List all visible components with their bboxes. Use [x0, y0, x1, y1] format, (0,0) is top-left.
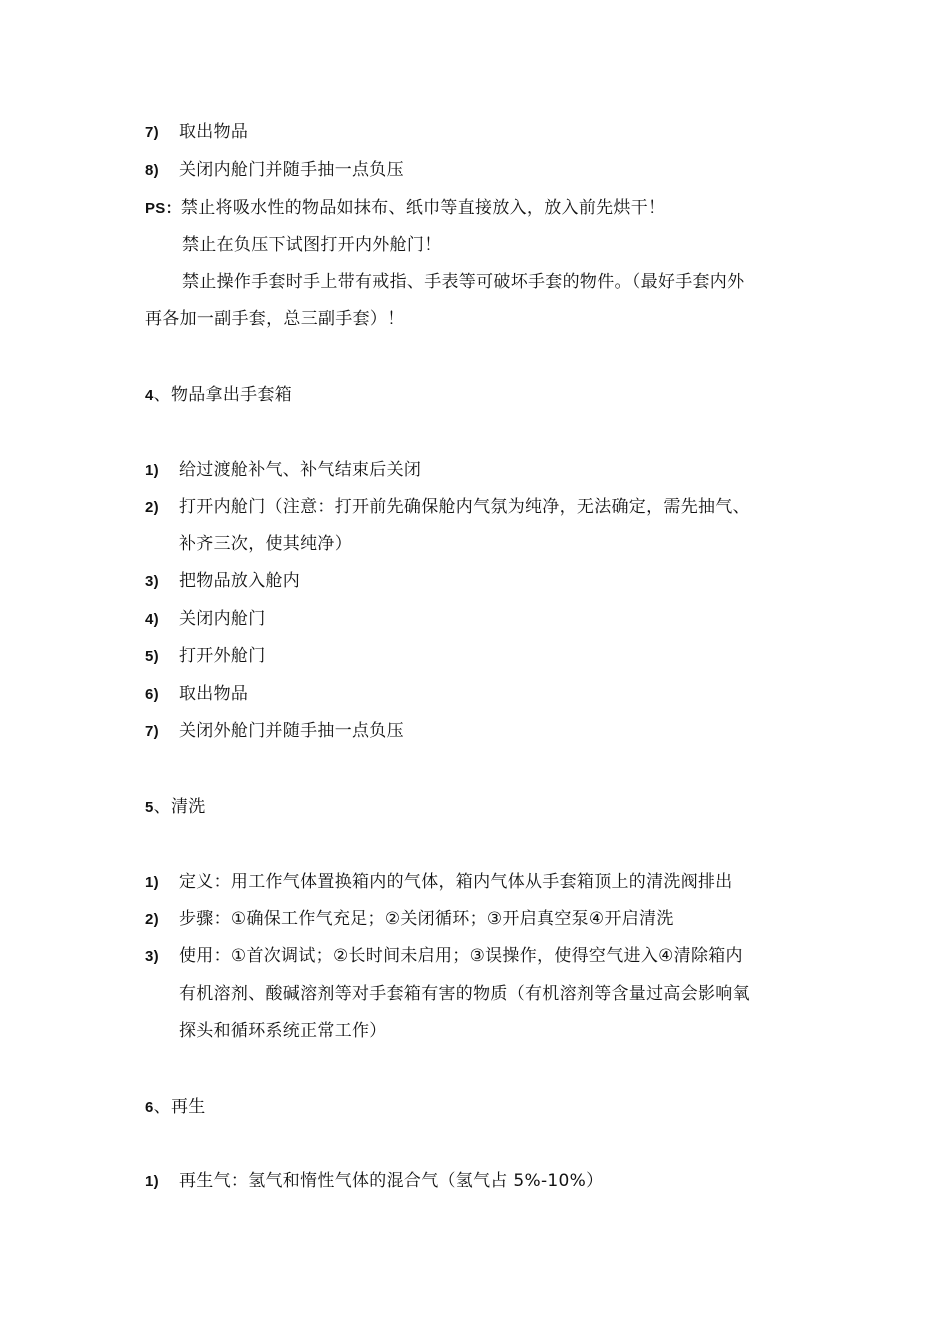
- section-title: 、清洗: [153, 797, 206, 817]
- list-item-text: 关闭内舱门: [179, 609, 266, 629]
- list-item-number: 1): [145, 1173, 159, 1190]
- list-item-text: 打开内舱门（注意：打开前先确保舱内气氛为纯净，无法确定，需先抽气、: [179, 497, 750, 517]
- ps-line-1: 禁止将吸水性的物品如抹布、纸巾等直接放入，放入前先烘干！: [180, 198, 666, 218]
- ps-note: [145, 193, 815, 223]
- list-item-text: 再生气：氢气和惰性气体的混合气（氢气占 5%-10%）: [179, 1171, 604, 1191]
- list-item: [145, 455, 815, 485]
- list-item: [145, 867, 815, 897]
- list-item-text: 给过渡舱补气、补气结束后关闭: [179, 460, 422, 480]
- ps-line-3-continued: 再各加一副手套，总三副手套）！: [145, 309, 405, 329]
- list-item-number: 3): [145, 948, 159, 965]
- list-item: [145, 604, 815, 634]
- list-item-continued: 有机溶剂、酸碱溶剂等对手套箱有害的物质（有机溶剂等含量过高会影响氧: [179, 984, 750, 1004]
- list-item-text: 取出物品: [179, 122, 249, 142]
- list-item: [145, 1166, 815, 1196]
- list-item: [145, 641, 815, 671]
- ps-line-3: 禁止操作手套时手上带有戒指、手表等可破坏手套的物件。（最好手套内外: [182, 272, 745, 292]
- ps-line-2: 禁止在负压下试图打开内外舱门！: [182, 235, 442, 255]
- list-item-text: 打开外舱门: [179, 646, 266, 666]
- list-item-text: 定义：用工作气体置换箱内的气体，箱内气体从手套箱顶上的清洗阀排出: [179, 872, 733, 892]
- list-item: [145, 117, 815, 147]
- list-item: [145, 904, 815, 934]
- section-heading: [145, 380, 815, 410]
- list-item-number: 1): [145, 462, 159, 479]
- list-item-text: 步骤：①确保工作气充足；②关闭循环；③开启真空泵④开启清洗: [179, 909, 674, 929]
- list-item-text: 使用：①首次调试；②长时间未启用；③误操作，使得空气进入④清除箱内: [179, 946, 743, 966]
- list-item-text: 关闭内舱门并随手抽一点负压: [179, 160, 404, 180]
- list-item-text: 关闭外舱门并随手抽一点负压: [179, 721, 404, 741]
- list-item-number: 8): [145, 162, 159, 179]
- ps-label: PS：: [145, 200, 181, 217]
- list-item: [145, 679, 815, 709]
- section-heading: [145, 792, 815, 822]
- list-item-number: 3): [145, 573, 159, 590]
- list-item-number: 7): [145, 723, 159, 740]
- list-item-number: 4): [145, 611, 159, 628]
- list-item: [145, 941, 815, 971]
- section-title: 、再生: [153, 1097, 206, 1117]
- list-item-number: 1): [145, 874, 159, 891]
- list-item: [145, 566, 815, 596]
- list-item-text: 把物品放入舱内: [179, 571, 301, 591]
- section-title: 、物品拿出手套箱: [153, 385, 293, 405]
- list-item-number: 6): [145, 686, 159, 703]
- list-item-number: 7): [145, 124, 159, 141]
- list-item-number: 2): [145, 911, 159, 928]
- list-item-text: 取出物品: [179, 684, 249, 704]
- list-item: [145, 716, 815, 746]
- section-number: 5: [145, 799, 154, 816]
- list-item: [145, 492, 815, 522]
- list-item-continued: 探头和循环系统正常工作）: [179, 1021, 387, 1041]
- list-item: [145, 155, 815, 185]
- section-number: 4: [145, 387, 154, 404]
- list-item-continued: 补齐三次，使其纯净）: [179, 534, 352, 554]
- list-item-number: 5): [145, 648, 159, 665]
- list-item-number: 2): [145, 499, 159, 516]
- section-heading: [145, 1092, 815, 1122]
- section-number: 6: [145, 1099, 154, 1116]
